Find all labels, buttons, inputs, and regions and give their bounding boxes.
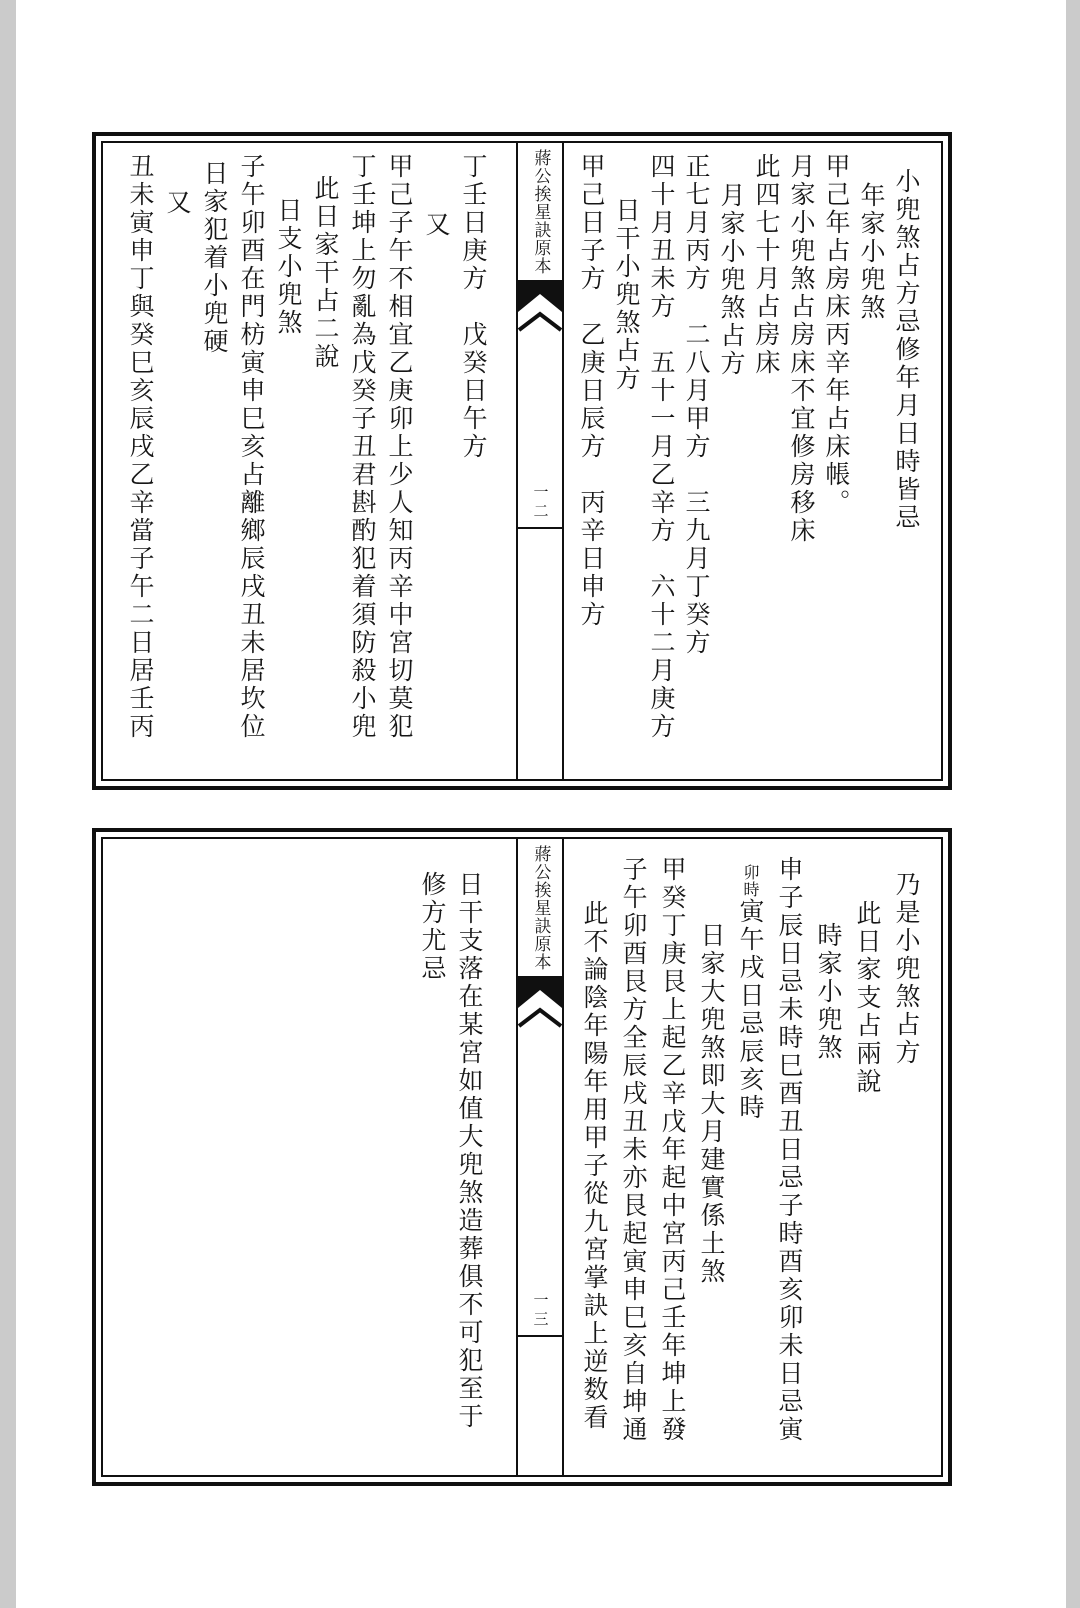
page-inner-frame: [101, 837, 943, 1477]
center-title-strip: [516, 143, 564, 779]
text-column: 又: [422, 211, 451, 239]
text-column: 丑未寅申丁與癸巳亥辰戌乙辛當子午二日居壬丙: [126, 153, 155, 741]
strip-fill: [518, 1337, 562, 1475]
text-column: 此日家干占二說: [311, 175, 340, 371]
scan-edge-left: [0, 0, 16, 1608]
folio-number: 一二: [531, 484, 550, 522]
text-column: 正七月丙方 二八月甲方 三九月丁癸方: [682, 153, 711, 657]
text-column: 日支小兜煞: [274, 197, 303, 337]
page-leaf-top: [92, 132, 952, 790]
text-column: 申子辰日忌未時巳酉丑日忌子時酉亥卯未日忌寅: [775, 856, 804, 1444]
page-leaf-bottom: [92, 828, 952, 1486]
text-column: 日家犯着小兜硬: [200, 160, 229, 356]
text-column: 甲己年占房床丙辛年占床帳。: [822, 153, 851, 517]
scan-edge-right: [1066, 0, 1080, 1608]
center-title-strip: [516, 839, 564, 1475]
text-column: 小兜煞占方忌修年月日時皆忌: [892, 168, 921, 532]
text-column: 此日家支占兩說: [853, 900, 882, 1096]
text-column: 子午卯酉艮方全辰戌丑未亦艮起寅申巳亥自坤通: [619, 856, 648, 1444]
text-column: 乃是小兜煞占方: [892, 871, 921, 1067]
text-column: 時家小兜煞: [814, 922, 843, 1062]
right-text-block: [564, 143, 941, 779]
strip-spacer: [518, 334, 562, 484]
text-column: 甲己子午不相宜乙庚卯上少人知丙辛中宮切莫犯: [385, 153, 414, 741]
text-column: 又: [163, 189, 192, 217]
text-column: 月家小兜煞占方: [717, 182, 746, 378]
text-column: 卯時寅午戌日忌辰亥時: [736, 864, 765, 1122]
book-title: 蔣公挨星訣原本: [530, 149, 551, 275]
text-column: 四十月丑未方 五十一月乙辛方 六十二月庚方: [647, 153, 676, 741]
text-column: 子午卯酉在門枋寅申巳亥占離鄉辰戌丑未居坎位: [237, 153, 266, 741]
small-interlinear-text: 卯時: [741, 864, 760, 898]
text-column: 日干小兜煞占方: [612, 197, 641, 393]
text-column: 月家小兜煞占房床不宜修房移床: [787, 153, 816, 545]
text-column: 甲癸丁庚艮上起乙辛戊年起中宮丙己壬年坤上發: [658, 856, 687, 1444]
fishtail-mark-icon: [518, 282, 562, 334]
text-column: 甲己日子方 乙庚日辰方 丙辛日申方: [577, 153, 606, 629]
right-text-block: [564, 839, 941, 1475]
left-text-block: [103, 143, 516, 779]
text-column: 丁壬日庚方 戊癸日午方: [459, 153, 488, 461]
text-column: 年家小兜煞: [857, 182, 886, 322]
text-column: 日干支落在某宮如值大兜煞造葬俱不可犯至于: [455, 871, 484, 1431]
text-column: 丁壬坤上勿亂為戊癸子丑君斟酌犯着須防殺小兜: [348, 153, 377, 741]
text-column: 此四七十月占房床: [752, 153, 781, 377]
text-column: 修方尤忌: [418, 871, 447, 983]
strip-fill: [518, 529, 562, 779]
book-title: 蔣公挨星訣原本: [530, 845, 551, 971]
folio-number: 一三: [531, 1292, 550, 1330]
text-column: 此不論陰年陽年用甲子從九宮掌訣上逆数看: [580, 900, 609, 1432]
strip-spacer: [518, 1030, 562, 1292]
fishtail-mark-icon: [518, 978, 562, 1030]
page-inner-frame: [101, 141, 943, 781]
text-column: 日家大兜煞即大月建實係土煞: [697, 922, 726, 1286]
left-text-block: [103, 839, 516, 1475]
